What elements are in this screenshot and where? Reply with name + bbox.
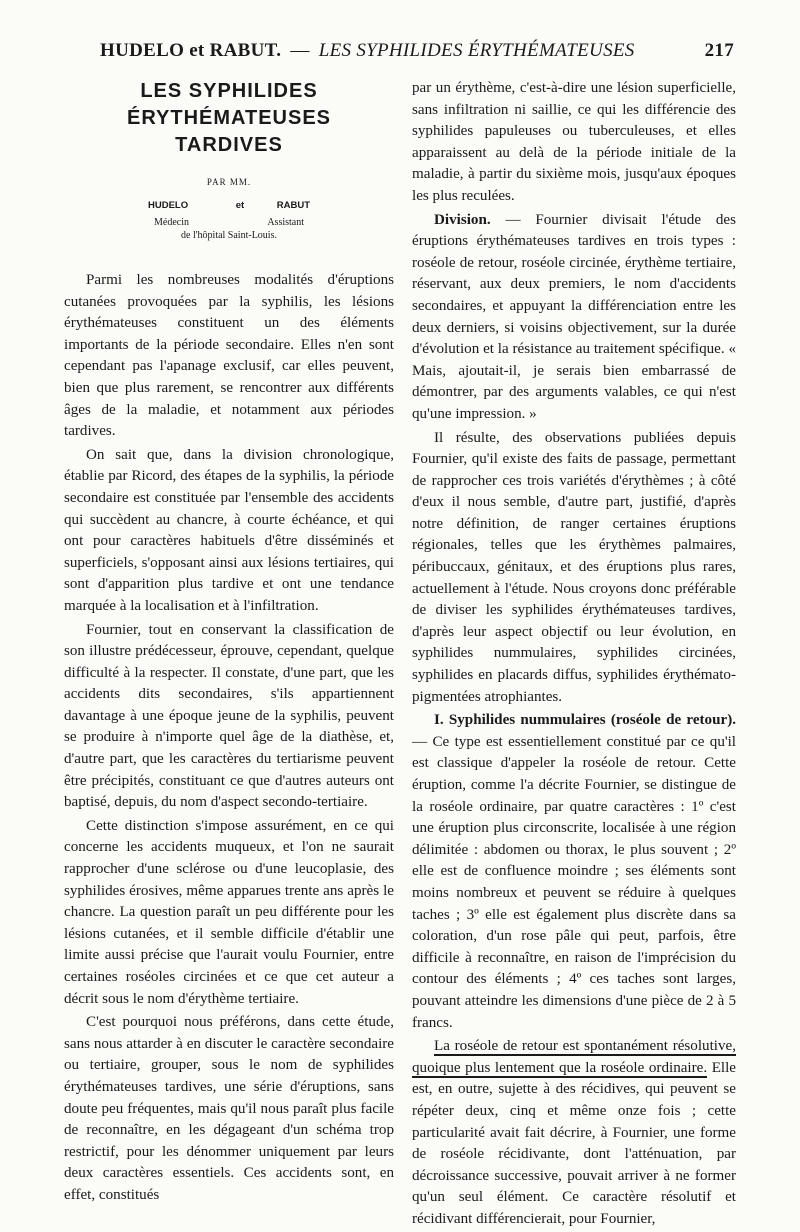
author-et: et bbox=[235, 200, 245, 211]
author-1: HUDELO bbox=[148, 200, 189, 211]
affiliation: de l'hôpital Saint-Louis. bbox=[181, 230, 277, 241]
underlined-sentence: La roséole de retour est spontanément résolutive, quoique plus lentement que la roséole ordinaire. bbox=[412, 1038, 736, 1076]
page-number: 217 bbox=[704, 40, 734, 61]
paragraph: Parmi les nombreuses modalités d'éruptions cutanées provoquées par la syphilis, les lésions érythémateuses constituent un des éléments importants de la période secondaire. Elles n'en sont cependant pas l'apanage exclusif, car elles peuvent, bien que plus rarement, se rencontrer aux différents âges de la maladie, et notamment aux périodes tardives. bbox=[64, 272, 394, 440]
final-paragraph bbox=[412, 1036, 736, 1230]
division-heading: Division. bbox=[434, 211, 491, 228]
authors-line bbox=[64, 199, 394, 212]
running-head-title: LES SYPHILIDES ÉRYTHÉMATEUSES bbox=[318, 40, 635, 61]
division-paragraph bbox=[412, 210, 736, 426]
article-title-line-1: LES SYPHILIDES bbox=[140, 80, 318, 102]
role-1: Médecin bbox=[154, 217, 189, 228]
paragraph: Il résulte, des observations publiées depuis Fournier, qu'il existe des faits de passage, permettant de rapprocher ces trois variétés d'érythèmes ; à côté d'eux il nous semble, d'autre part, justifié, d'après notre définition, de ranger certaines éruptions régionales, telles que les érythèmes palmaires, péribuccaux, génitaux, et des éruptions plus rares, actuellement à l'étude. Nous croyons donc préférable de diviser les syphilides érythémateuses tardives, d'après leur aspect objectif ou leur évolution, en syphilides nummulaires, syphilides circinées, syphilides en placards diffus, syphilides érythémato-pigmentées atrophiantes. bbox=[412, 429, 736, 705]
left-column bbox=[64, 78, 394, 1209]
paragraph: C'est pourquoi nous préférons, dans cette étude, sans nous attarder à en discuter le caractère secondaire ou tertiaire, grouper, sous le nom de syphilides érythémateuses tardives, une série d'éruptions, sans doute peu fréquentes, mais qu'il nous paraît plus facile de reconnaître, en les dégageant d'un schéma trop restrictif, pour les dénommer uniquement par leurs deux caractères essentiels. Ces accidents sont, en effet, constitués bbox=[64, 1014, 394, 1203]
article-title-line-2: ÉRYTHÉMATEUSES bbox=[126, 107, 332, 129]
paragraph: On sait que, dans la division chronologique, établie par Ricord, des étapes de la syphilis, la période secondaire est constituée par l'ensemble des accidents qui succèdent au chancre, à courte échéance, et qui ont pour caractères habituels d'être disséminés et superficiels, s'opposant ainsi aux lésions tertiaires, qui sont d'apparition plus tardive et ont une tendance marquée à la localisation et à l'infiltration. bbox=[64, 446, 394, 614]
author-roles bbox=[64, 216, 394, 229]
running-head-authors: HUDELO et RABUT. bbox=[100, 40, 282, 61]
right-column bbox=[412, 78, 736, 1232]
section-paragraph bbox=[412, 710, 736, 1034]
paragraph-continuation: par un érythème, c'est-à-dire une lésion superficielle, sans infiltration ni saillie, ce qui les différencie des syphilides papuleuses ou tuberculeuses, et elles apparaissent au delà de la période initiale de la maladie, à partir du sixième mois, jusqu'aux époques les plus reculées. bbox=[412, 80, 736, 204]
running-head bbox=[100, 40, 734, 70]
par-mm: PAR MM. bbox=[206, 177, 252, 187]
running-head-separator: — bbox=[290, 40, 310, 61]
division-text: — Fournier divisait l'étude des éruptions érythémateuses tardives en trois types : roséole de retour, roséole circinée, érythème tertiaire, réservant, aux deux premiers, le nom d'accidents secondaires, et appuyant la différenciation entre les deux derniers, si voisins objectivement, sur la durée d'évolution et la résistance au traitement spécifique. « Mais, ajoutait-il, je serais bien embarrassé de démontrer, par des arguments valables, ce qui n'est qu'une impression. » bbox=[412, 211, 736, 422]
role-2: Assistant bbox=[267, 217, 304, 228]
article-header bbox=[64, 78, 394, 242]
section-text: — Ce type est essentiellement constitué par ce qu'il est classique d'appeler la roséole de retour. Cette éruption, comme l'a décrite Fournier, se distingue de la roséole ordinaire, par quatre caractères : 1º c'est une éruption plus circonscrite, localisée à une région délimitée : abdomen ou thorax, le plus souvent ; 2º elle est de confluence moindre ; ses éléments sont moins nombreux et peuvent se réduire à quelques taches ; 3º elle est également plus discrète dans sa coloration, d'un rose pâle qui peut, parfois, être difficile à reconnaître, en raison de l'imprécision du contour des éléments ; 4º ces taches sont larges, pouvant atteindre les dimensions d'une pièce de 2 à 5 francs. bbox=[412, 733, 736, 1031]
article-title-line-3: TARDIVES bbox=[175, 134, 283, 156]
paragraph: Cette distinction s'impose assurément, en ce qui concerne les accidents muqueux, et l'on ne saurait rapprocher d'une sclérose ou d'une leucoplasie, des syphilides érosives, même apparues trente ans après le chancre. La question paraît un peu différente pour les lésions cutanées, et il semble difficile d'établir une limite aussi précise que l'aurait voulu Fournier, entre certaines roséoles circinées et ce que cet auteur a décrit sous le nom d'érythème tertiaire. bbox=[64, 817, 394, 1007]
paragraph: Fournier, tout en conservant la classification de son illustre prédécesseur, éprouve, cependant, quelque difficulté à la respecter. Il constate, d'une part, que les accidents dits secondaires, s'ils appartiennent davantage à une époque jeune de la syphilis, peuvent se produire à n'importe quel âge de la diathèse, et, d'autre part, que les caractères du tertiarisme peuvent être précipités, constituant ce que d'autres auteurs ont baptisé, depuis, du nom d'aspect secondo-tertiaire. bbox=[64, 621, 394, 811]
section-heading: I. Syphilides nummulaires (roséole de retour). bbox=[434, 712, 736, 729]
author-2: RABUT bbox=[276, 200, 310, 211]
final-text: Elle est, en outre, sujette à des récidives, qui peuvent se répéter deux, cinq et même onze fois ; cette particularité avait fait décrire, à Fournier, une forme de roséole récidivante, dont l'atténuation, par décroissance successive, pouvait arriver à ne former qu'un seul élément. Ce caractère résolutif et récidivant différencierait, pour Fournier, bbox=[412, 1059, 737, 1227]
